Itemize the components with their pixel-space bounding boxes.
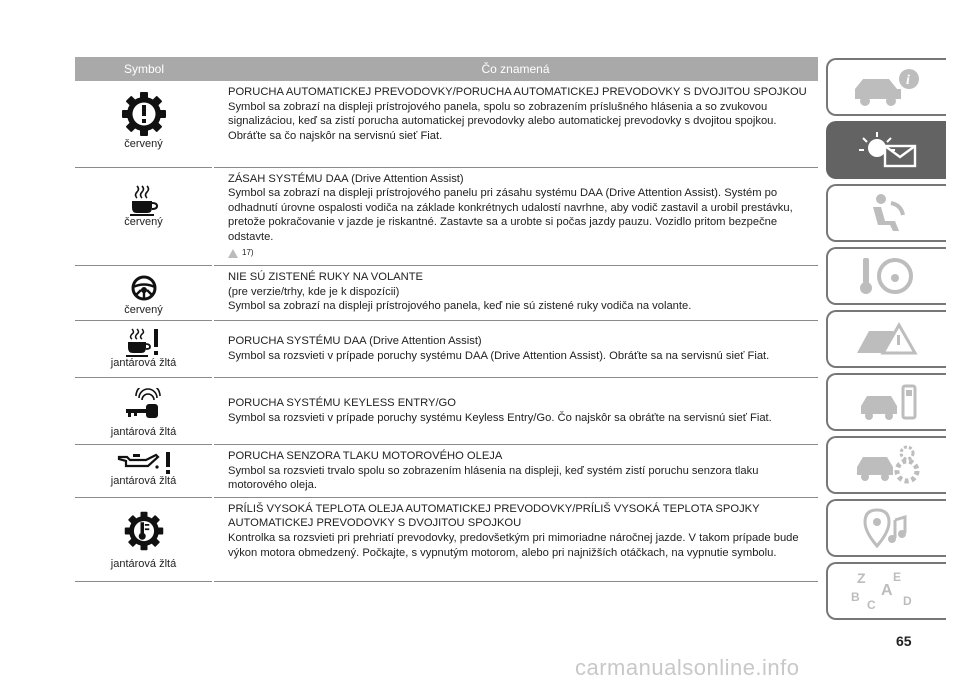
description-cell	[213, 445, 818, 498]
symbol-cell	[75, 266, 213, 321]
svg-text:A: A	[881, 582, 893, 599]
oil-can-warning-icon	[115, 451, 173, 475]
color-label: jantárová žltá	[110, 475, 177, 488]
color-label: červený	[124, 138, 163, 150]
row-subtitle: (pre verzie/trhy, kde je k dispozícii)	[228, 285, 400, 298]
car-service-icon	[847, 380, 927, 424]
tab-safety[interactable]	[826, 184, 946, 242]
symbol-cell	[75, 497, 213, 581]
car-warning-icon	[847, 317, 927, 361]
table-row	[75, 266, 818, 321]
warning-table	[75, 57, 818, 582]
note-reference	[228, 246, 818, 261]
tab-starting-driving[interactable]	[826, 247, 946, 305]
table-row	[75, 167, 818, 266]
tab-emergency[interactable]	[826, 310, 946, 368]
tab-car-info[interactable]	[826, 58, 946, 116]
row-title: PRÍLIŠ VYSOKÁ TEPLOTA OLEJA AUTOMATICKEJ PREVODOVKY/PRÍLIŠ VYSOKÁ TEPLOTA SPOJKY AUTOMATICKEJ PREVODOVKY S DVOJITOU SPOJKOU	[228, 502, 760, 530]
svg-text:C: C	[867, 598, 876, 612]
row-title: PORUCHA SYSTÉMU DAA (Drive Attention Assist)	[228, 335, 482, 348]
description-cell	[213, 321, 818, 378]
color-label: červený	[124, 215, 163, 228]
row-title: ZÁSAH SYSTÉMU DAA (Drive Attention Assist)	[228, 172, 464, 185]
row-text: Symbol sa zobrazí na displeji prístrojového panela, spolu so zobrazením príslušného hlásenia a so zvukovou signalizáciou, keď sa zistí porucha automatickej prevodovky alebo automatickej prevodovky s dvojitou spojkou. Obráťte sa čo najskôr na servisnú sieť Fiat.	[228, 100, 777, 142]
symbol-cell	[75, 81, 213, 167]
row-title: NIE SÚ ZISTENÉ RUKY NA VOLANTE	[228, 271, 423, 284]
row-text: Symbol sa zobrazí na displeji prístrojového panelu pri zásahu systému DAA (Drive Attention Assist). Systém po odhadnutí úrovne ospalosti vodiča na základe konkrétnych udalostí navrhne, aby vodič zastavil a urobil prestávku, pretože pokračovanie v jazde je riskantné. Zastavte sa a urobte si počas jazdy pauzu. Vozidlo pritom bezpečne odstavte.	[228, 187, 793, 243]
description-cell	[213, 167, 818, 266]
alphabet-index-icon	[847, 569, 927, 613]
table-row	[75, 378, 818, 445]
color-label: jantárová žltá	[110, 557, 177, 570]
svg-text:i: i	[906, 73, 910, 88]
steering-wheel-icon	[128, 274, 160, 304]
gear-exclamation-icon	[120, 90, 168, 138]
table-row	[75, 497, 818, 581]
row-text: Symbol sa zobrazí na displeji prístrojového panela, keď nie sú zistené ruky vodiča na volante.	[228, 300, 692, 313]
warning-triangle-icon	[228, 249, 238, 258]
tab-maintenance[interactable]	[826, 373, 946, 431]
watermark: carmanualsonline.info	[575, 655, 800, 680]
symbol-cell	[75, 445, 213, 498]
color-label: jantárová žltá	[110, 357, 177, 370]
warning-light-icon	[847, 128, 927, 172]
car-info-icon	[847, 65, 927, 109]
seat-airbag-icon	[847, 191, 927, 235]
header-meaning: Čo znamená	[213, 57, 818, 81]
note-number: 17)	[242, 248, 254, 258]
symbol-cell	[75, 167, 213, 266]
row-text: Symbol sa rozsvieti v prípade poruchy systému DAA (Drive Attention Assist). Obráťte sa na servisnú sieť Fiat.	[228, 350, 770, 363]
svg-text:B: B	[851, 590, 860, 604]
svg-text:D: D	[903, 594, 912, 608]
table-row	[75, 321, 818, 378]
symbol-cell	[75, 321, 213, 378]
row-text: Symbol sa rozsvieti trvalo spolu so zobrazením hlásenia na displeji, keď systém zistí poruchu senzora tlaku motorového oleja.	[228, 464, 759, 492]
color-label: červený	[124, 304, 163, 317]
car-gear-icon	[847, 443, 927, 487]
svg-text:Z: Z	[857, 570, 866, 586]
table-row	[75, 81, 818, 167]
symbol-cell	[75, 378, 213, 445]
row-title: PORUCHA AUTOMATICKEJ PREVODOVKY/PORUCHA AUTOMATICKEJ PREVODOVKY S DVOJITOU SPOJKOU	[228, 86, 807, 98]
description-cell	[213, 81, 818, 167]
keyless-key-icon	[124, 388, 164, 422]
navigation-music-icon	[847, 506, 927, 550]
tab-warning-lights[interactable]	[826, 121, 946, 179]
description-cell	[213, 266, 818, 321]
row-text: Symbol sa rozsvieti v prípade poruchy systému Keyless Entry/Go. Čo najskôr sa obráťte na servisnú sieť Fiat.	[228, 412, 772, 425]
page-number: 65	[896, 633, 912, 649]
table-row	[75, 445, 818, 498]
row-title: PORUCHA SENZORA TLAKU MOTOROVÉHO OLEJA	[228, 450, 503, 463]
color-label: jantárová žltá	[110, 426, 177, 439]
chapter-tabs	[826, 58, 946, 625]
steering-key-icon	[847, 254, 927, 298]
row-title: PORUCHA SYSTÉMU KEYLESS ENTRY/GO	[228, 397, 456, 410]
tab-technical-data[interactable]	[826, 436, 946, 494]
tab-multimedia[interactable]	[826, 499, 946, 557]
gear-temperature-icon	[123, 510, 165, 552]
row-text: Kontrolka sa rozsvieti pri prehriatí prevodovky, predovšetkým pri mimoriadne náročnej jazde. V takom prípade bude výkon motora obmedzený. Počkajte, s vypnutým motorom, alebo pri najnižších otáčkach, na vypnutie symbolu.	[228, 532, 799, 559]
coffee-cup-icon	[129, 184, 159, 216]
svg-text:E: E	[893, 570, 902, 584]
header-symbol: Symbol	[75, 57, 213, 81]
coffee-cup-warning-icon	[126, 327, 162, 357]
description-cell	[213, 497, 818, 581]
description-cell	[213, 378, 818, 445]
tab-index[interactable]	[826, 562, 946, 620]
